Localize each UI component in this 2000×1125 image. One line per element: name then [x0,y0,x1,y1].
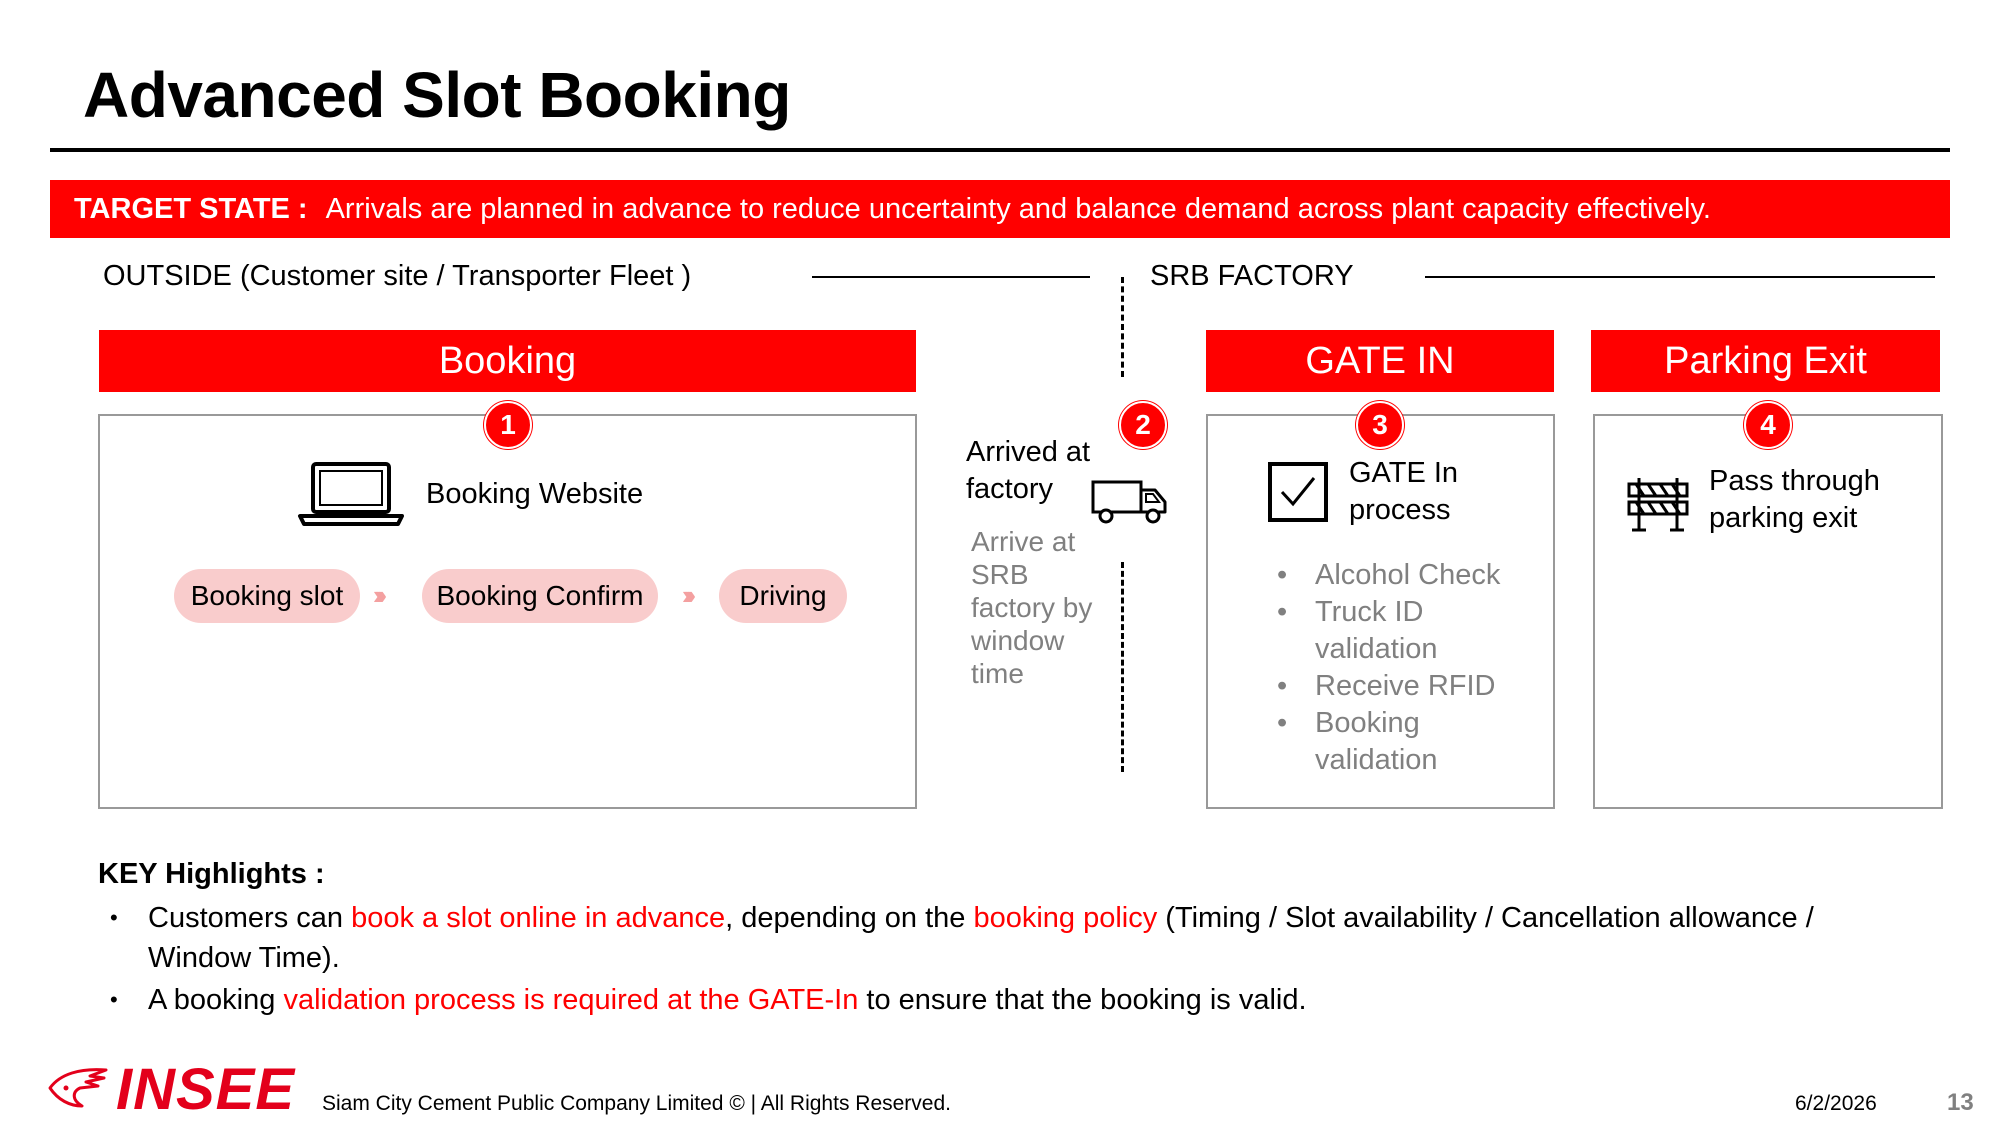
flow-arrow-2-icon: ››› [682,580,690,610]
gate-in-header: GATE IN [1206,330,1554,392]
arrival-description [971,525,1092,690]
arrival-desc-line: SRB [971,559,1029,590]
step-3-badge: 3 [1356,401,1404,449]
list-item: • Alcohol Check [1277,557,1537,594]
booking-header: Booking [99,330,916,392]
highlight-item-1 [110,898,1870,978]
step-4-badge: 4 [1744,401,1792,449]
parking-exit-title-line2: parking exit [1709,502,1858,534]
laptop-icon [296,458,406,528]
parking-exit-header: Parking Exit [1591,330,1940,392]
list-item: • Receive RFID [1277,668,1537,705]
arrival-desc-line: window [971,625,1065,656]
zone-divider-top [1121,277,1124,377]
flow-driving: Driving [719,569,847,623]
highlight-text: A booking [148,984,284,1016]
highlight-item-2 [110,980,1870,1020]
key-highlights-title: KEY Highlights : [98,858,325,890]
page-number: 13 [1947,1089,1974,1116]
zone-outside-line [812,276,1090,278]
highlight-emphasis: validation process is required at the GATE-In [283,984,859,1016]
gate-in-title [1349,455,1458,529]
highlight-text: (Timing / Slot availability / Cancellation allowance / Window Time). [148,902,1814,974]
arrival-title-line2: factory [966,473,1054,505]
highlight-text: to ensure that the booking is valid. [858,984,1307,1016]
gate-in-title-line2: process [1349,494,1451,526]
footer-date: 6/2/2026 [1795,1092,1877,1115]
arrival-desc-line: factory by [971,592,1093,623]
step-1-badge: 1 [484,401,532,449]
zone-factory-line [1425,276,1935,278]
zone-factory-label: SRB FACTORY [1150,260,1354,292]
flow-arrow-1-icon: ››› [373,580,381,610]
parking-exit-title [1709,463,1880,537]
highlight-emphasis: booking policy [973,902,1158,934]
list-item: • Truck ID validation [1277,594,1537,668]
arrival-desc-line: Arrive at [971,526,1076,557]
highlight-text: Customers can [148,902,352,934]
target-state-banner [50,180,1950,238]
banner-label: TARGET STATE : [74,192,308,225]
checkbox-icon [1267,461,1329,523]
list-item: • Booking validation [1277,705,1537,779]
banner-text: Arrivals are planned in advance to reduce uncertainty and balance demand across plant capacity effectively. [325,192,1711,225]
parking-exit-title-line1: Pass through [1709,465,1880,497]
highlight-text: , depending on the [725,902,974,934]
insee-logo: INSEE [116,1057,296,1122]
gate-in-checklist [1277,557,1537,779]
booking-website-label: Booking Website [426,478,644,510]
barrier-icon [1626,476,1690,532]
page-title: Advanced Slot Booking [83,59,791,131]
eagle-logo-icon [46,1066,112,1112]
highlight-emphasis: book a slot online in advance [351,902,726,934]
step-2-badge: 2 [1119,401,1167,449]
title-divider [50,148,1950,152]
footer-copyright: Siam City Cement Public Company Limited © | All Rights Reserved. [322,1092,951,1115]
zone-divider-bottom [1121,562,1124,772]
zone-outside-label: OUTSIDE (Customer site / Transporter Fleet ) [103,260,692,292]
flow-booking-confirm: Booking Confirm [422,569,658,623]
flow-booking-slot: Booking slot [174,569,360,623]
truck-icon [1090,478,1170,526]
gate-in-title-line1: GATE In [1349,457,1459,489]
arrival-desc-line: time [971,658,1024,689]
arrival-title-line1: Arrived at [966,436,1091,468]
arrival-title [966,434,1090,508]
